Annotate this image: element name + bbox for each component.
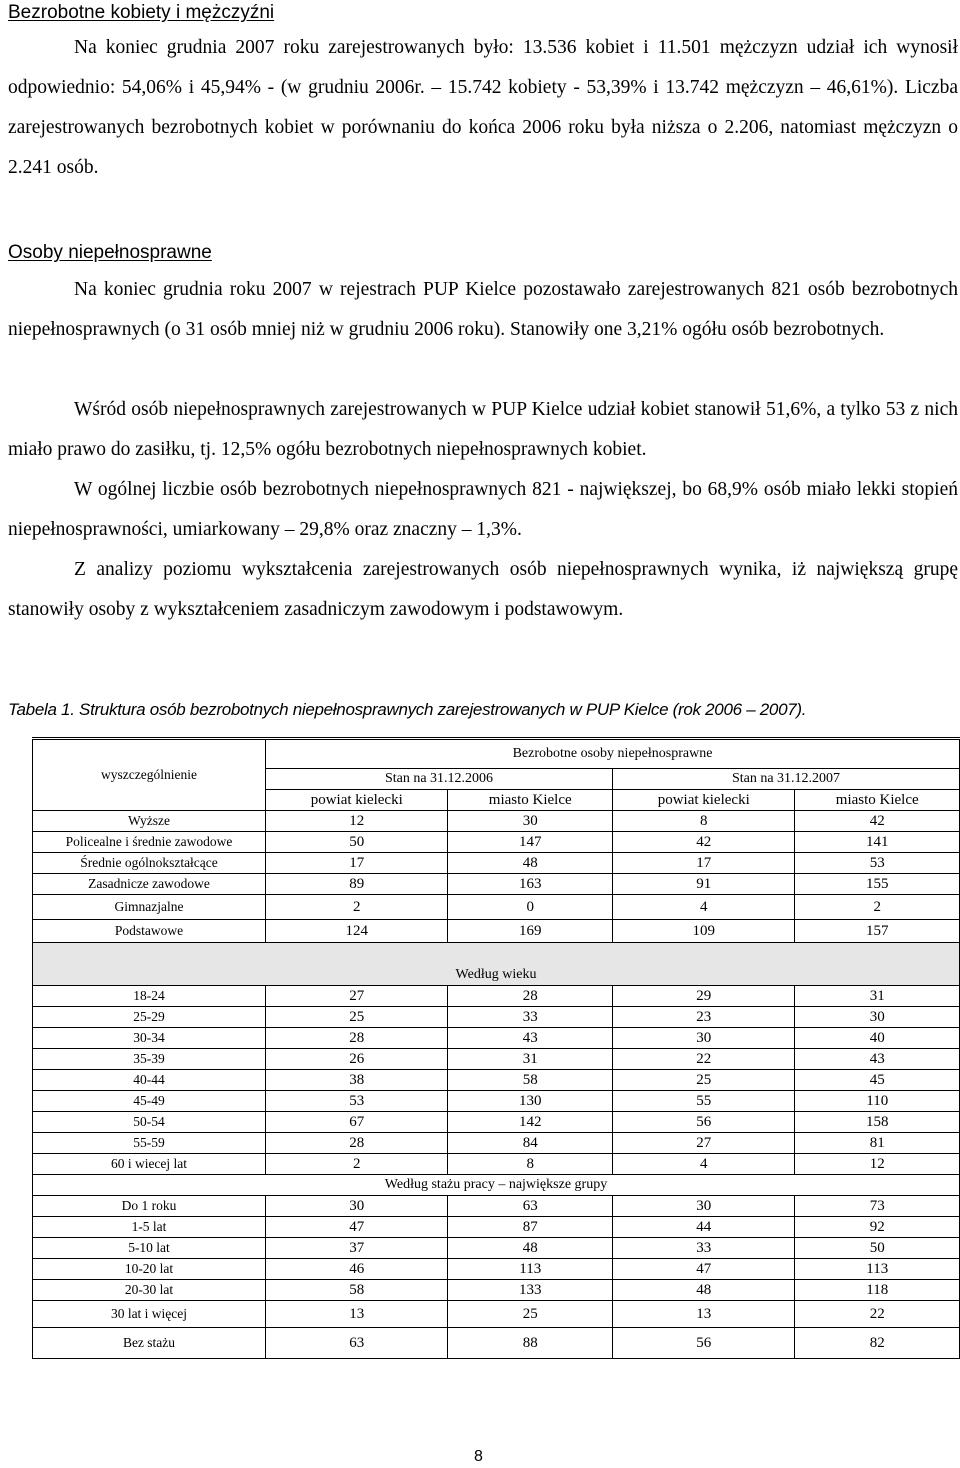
value-cell: 50 [266,832,448,853]
table-row [33,832,960,853]
value-cell: 89 [266,874,448,895]
value-cell: 124 [266,920,448,943]
row-label-cell: Zasadnicze zawodowe [33,874,266,895]
value-cell: 30 [612,1196,794,1217]
table-row [33,1301,960,1328]
value-cell: 147 [448,832,613,853]
table-caption: Tabela 1. Struktura osób bezrobotnych niepełnosprawnych zarejestrowanych w PUP Kielce (rok 2006 – 2007). [8,700,807,719]
value-cell: 82 [795,1328,960,1359]
row-label-cell: 45-49 [33,1091,266,1112]
value-cell: 130 [448,1091,613,1112]
table-row [33,1280,960,1301]
value-cell: 33 [612,1238,794,1259]
paragraph-disabled-1 [8,270,958,350]
value-cell: 40 [795,1028,960,1049]
row-label-cell: Średnie ogólnokształcące [33,853,266,874]
value-cell: 53 [795,853,960,874]
value-cell: 88 [448,1328,613,1359]
value-cell: 56 [612,1328,794,1359]
tenure-group-title-cell: Według stażu pracy – największe grupy [33,1175,960,1196]
value-cell: 63 [448,1196,613,1217]
subheader-cell: powiat kielecki [266,790,448,811]
section-title-women-men: Bezrobotne kobiety i mężczyźni [8,2,275,23]
value-cell: 155 [795,874,960,895]
value-cell: 26 [266,1049,448,1070]
value-cell: 84 [448,1133,613,1154]
value-cell: 42 [612,832,794,853]
period-2007-cell: Stan na 31.12.2007 [612,769,959,790]
value-cell: 28 [448,986,613,1007]
value-cell: 158 [795,1112,960,1133]
value-cell: 81 [795,1133,960,1154]
value-cell: 48 [448,1238,613,1259]
value-cell: 27 [266,986,448,1007]
tenure-group-title [33,1175,960,1196]
value-cell: 25 [612,1070,794,1091]
row-label-cell: 10-20 lat [33,1259,266,1280]
value-cell: 141 [795,832,960,853]
value-cell: 17 [266,853,448,874]
value-cell: 30 [612,1028,794,1049]
row-label-cell: 30-34 [33,1028,266,1049]
row-label-cell: 40-44 [33,1070,266,1091]
table-row [33,1259,960,1280]
value-cell: 0 [448,895,613,920]
value-cell: 133 [448,1280,613,1301]
paragraph-text: Wśród osób niepełnosprawnych zarejestrowanych w PUP Kielce udział kobiet stanowił 51,6%, a tylko 53 z nich miało prawo do zasiłku, tj. 12,5% ogółu bezrobotnych niepełnosprawnych kobiet. [8,399,958,460]
row-label-cell: Podstawowe [33,920,266,943]
row-header-cell: wyszczególnienie [33,739,266,811]
paragraph-women-men [8,28,958,188]
paragraph-disabled-4 [8,550,958,630]
value-cell: 56 [612,1112,794,1133]
value-cell: 27 [612,1133,794,1154]
header-top-cell: Bezrobotne osoby niepełnosprawne [266,739,960,769]
paragraph-text: Na koniec grudnia 2007 roku zarejestrowanych było: 13.536 kobiet i 11.501 mężczyzn udział ich wynosił odpowiednio: 54,06% i 45,94% - (w grudniu 2006r. – 15.742 kobiety - 53,39% i 13.742 mężczyzn – 46,61%). Liczba zarejestrowanych bezrobotnych kobiet w porównaniu do końca 2006 roku była niższa o 2.206, natomiast mężczyzn o 2.241 osób. [8,37,958,178]
value-cell: 50 [795,1238,960,1259]
value-cell: 63 [266,1328,448,1359]
row-label-cell: 50-54 [33,1112,266,1133]
value-cell: 22 [612,1049,794,1070]
table-row [33,1049,960,1070]
table-row [33,1112,960,1133]
value-cell: 43 [448,1028,613,1049]
value-cell: 30 [448,811,613,832]
table-row [33,1154,960,1175]
value-cell: 43 [795,1049,960,1070]
value-cell: 157 [795,920,960,943]
table-row [33,1217,960,1238]
value-cell: 169 [448,920,613,943]
value-cell: 55 [612,1091,794,1112]
row-label-cell: 5-10 lat [33,1238,266,1259]
value-cell: 44 [612,1217,794,1238]
value-cell: 2 [266,1154,448,1175]
row-label-cell: Gimnazjalne [33,895,266,920]
table-row [33,811,960,832]
row-label-cell: 35-39 [33,1049,266,1070]
table-row [33,874,960,895]
row-label-cell: Policealne i średnie zawodowe [33,832,266,853]
value-cell: 31 [795,986,960,1007]
value-cell: 163 [448,874,613,895]
value-cell: 58 [266,1280,448,1301]
value-cell: 13 [612,1301,794,1328]
value-cell: 87 [448,1217,613,1238]
value-cell: 4 [612,1154,794,1175]
subheader-cell: powiat kielecki [612,790,794,811]
row-label-cell: Do 1 roku [33,1196,266,1217]
value-cell: 31 [448,1049,613,1070]
value-cell: 118 [795,1280,960,1301]
period-2006-cell: Stan na 31.12.2006 [266,769,613,790]
row-label-cell: 55-59 [33,1133,266,1154]
value-cell: 73 [795,1196,960,1217]
value-cell: 53 [266,1091,448,1112]
value-cell: 25 [448,1301,613,1328]
table-row [33,895,960,920]
value-cell: 28 [266,1028,448,1049]
value-cell: 142 [448,1112,613,1133]
paragraph-disabled-3 [8,470,958,550]
value-cell: 46 [266,1259,448,1280]
value-cell: 13 [266,1301,448,1328]
value-cell: 113 [795,1259,960,1280]
value-cell: 30 [795,1007,960,1028]
table-row [33,1328,960,1359]
value-cell: 2 [266,895,448,920]
value-cell: 67 [266,1112,448,1133]
table-row [33,1091,960,1112]
value-cell: 47 [266,1217,448,1238]
value-cell: 45 [795,1070,960,1091]
value-cell: 48 [612,1280,794,1301]
page-number: 8 [474,1448,483,1465]
value-cell: 12 [795,1154,960,1175]
value-cell: 25 [266,1007,448,1028]
value-cell: 22 [795,1301,960,1328]
table-row [33,1133,960,1154]
value-cell: 109 [612,920,794,943]
value-cell: 92 [795,1217,960,1238]
value-cell: 110 [795,1091,960,1112]
row-label-cell: 1-5 lat [33,1217,266,1238]
disabled-unemployed-table [32,737,960,1359]
value-cell: 28 [266,1133,448,1154]
table-row [33,853,960,874]
table-row [33,1238,960,1259]
age-group-title-cell: Według wieku [33,943,960,986]
value-cell: 48 [448,853,613,874]
section-title-disabled: Osoby niepełnosprawne [8,242,212,263]
value-cell: 33 [448,1007,613,1028]
value-cell: 58 [448,1070,613,1091]
row-label-cell: 30 lat i więcej [33,1301,266,1328]
value-cell: 42 [795,811,960,832]
table-row [33,1007,960,1028]
value-cell: 2 [795,895,960,920]
value-cell: 30 [266,1196,448,1217]
value-cell: 12 [266,811,448,832]
table-row [33,1070,960,1091]
value-cell: 29 [612,986,794,1007]
subheader-cell: miasto Kielce [448,790,613,811]
paragraph-text: Z analizy poziomu wykształcenia zarejestrowanych osób niepełnosprawnych wynika, iż największą grupę stanowiły osoby z wykształceniem zasadniczym zawodowym i podstawowym. [8,559,958,620]
row-label-cell: 25-29 [33,1007,266,1028]
value-cell: 37 [266,1238,448,1259]
value-cell: 8 [448,1154,613,1175]
row-label-cell: Wyższe [33,811,266,832]
paragraph-text: Na koniec grudnia roku 2007 w rejestrach PUP Kielce pozostawało zarejestrowanych 821 osób bezrobotnych niepełnosprawnych (o 31 osób mniej niż w grudniu 2006 roku). Stanowiły one 3,21% ogółu osób bezrobotnych. [8,279,958,340]
table-row [33,1028,960,1049]
value-cell: 91 [612,874,794,895]
row-label-cell: 60 i wiecej lat [33,1154,266,1175]
row-label-cell: 20-30 lat [33,1280,266,1301]
age-group-title [33,943,960,986]
table-row [33,920,960,943]
value-cell: 23 [612,1007,794,1028]
value-cell: 113 [448,1259,613,1280]
paragraph-disabled-2 [8,390,958,470]
value-cell: 8 [612,811,794,832]
paragraph-text: W ogólnej liczbie osób bezrobotnych niepełnosprawnych 821 - największej, bo 68,9% osób miało lekki stopień niepełnosprawności, umiarkowany – 29,8% oraz znaczny – 1,3%. [8,479,958,540]
table-row [33,986,960,1007]
value-cell: 38 [266,1070,448,1091]
value-cell: 47 [612,1259,794,1280]
row-label-cell: 18-24 [33,986,266,1007]
table-row [33,1196,960,1217]
value-cell: 17 [612,853,794,874]
subheader-cell: miasto Kielce [795,790,960,811]
row-label-cell: Bez stażu [33,1328,266,1359]
value-cell: 4 [612,895,794,920]
